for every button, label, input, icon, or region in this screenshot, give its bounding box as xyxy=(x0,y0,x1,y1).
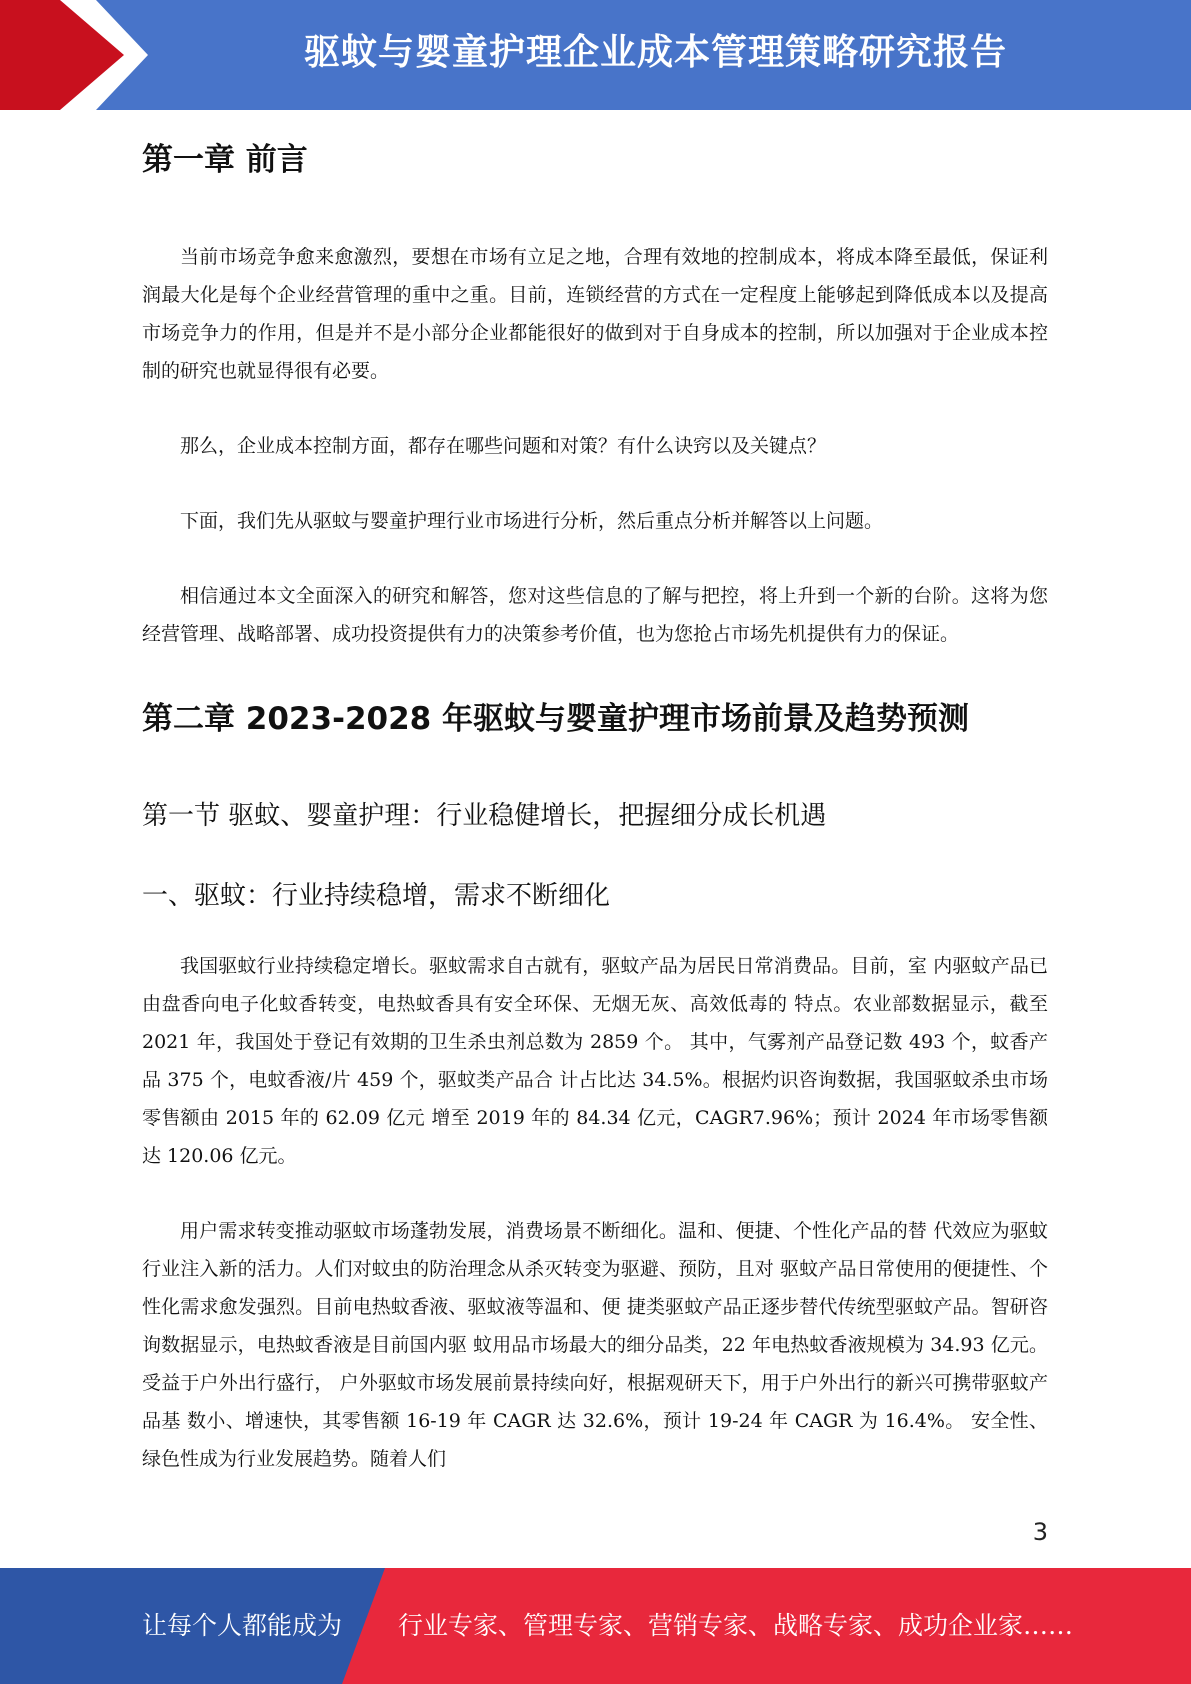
paragraph: 用户需求转变推动驱蚊市场蓬勃发展，消费场景不断细化。温和、便捷、个性化产品的替 代效应为驱蚊行业注入新的活力。人们对蚊虫的防治理念从杀灭转变为驱避、预防，且对 驱蚊产品日常使用的便捷性、个性化需求愈发强烈。目前电热蚊香液、驱蚊液等温和、便 捷类驱蚊产品正逐步替代传统型驱蚊产品。智研咨询数据显示，电热蚊香液是目前国内驱 蚊用品市场最大的细分品类，22 年电热蚊香液规模为 34.93 亿元。受益于户外出行盛行， 户外驱蚊市场发展前景持续向好，根据观研天下，用于户外出行的新兴可携带驱蚊产品基 数小、增速快，其零售额 16-19 年 CAGR 达 32.6%，预计 19-24 年 CAGR 为 16.4%。 安全性、绿色性成为行业发展趋势。随着人们 xyxy=(142,1220,1048,1470)
paragraph: 我国驱蚊行业持续稳定增长。驱蚊需求自古就有，驱蚊产品为居民日常消费品。目前，室 内驱蚊产品已由盘香向电子化蚊香转变，电热蚊香具有安全环保、无烟无灰、高效低毒的 特点。农业部数据显示，截至 2021 年，我国处于登记有效期的卫生杀虫剂总数为 2859 个。 其中，气雾剂产品登记数 493 个，蚊香产品 375 个，电蚊香液/片 459 个，驱蚊类产品合 计占比达 34.5%。根据灼识咨询数据，我国驱蚊杀虫市场零售额由 2015 年的 62.09 亿元 增至 2019 年的 84.34 亿元，CAGR7.96%；预计 2024 年市场零售额达 120.06 亿元。 xyxy=(142,955,1048,1167)
paragraph: 下面，我们先从驱蚊与婴童护理行业市场进行分析，然后重点分析并解答以上问题。 xyxy=(180,510,884,532)
page-number: 3 xyxy=(1032,1518,1048,1546)
page-footer xyxy=(0,1568,1191,1684)
footer-slogan-right: 行业专家、管理专家、营销专家、战略专家、成功企业家…… xyxy=(398,1611,1074,1640)
section-1-heading: 第一节 驱蚊、婴童护理：行业稳健增长，把握细分成长机遇 xyxy=(142,801,827,831)
page-content xyxy=(142,130,1048,1478)
footer-slogan-left: 让每个人都能成为 xyxy=(142,1611,343,1640)
paragraph: 那么，企业成本控制方面，都存在哪些问题和对策？有什么诀窍以及关键点？ xyxy=(180,435,827,457)
paragraph: 当前市场竞争愈来愈激烈，要想在市场有立足之地，合理有效地的控制成本，将成本降至最低，保证利润最大化是每个企业经营管理的重中之重。目前，连锁经营的方式在一定程度上能够起到降低成本以及提高市场竞争力的作用，但是并不是小部分企业都能很好的做到对于自身成本的控制，所以加强对于企业成本控制的研究也就显得很有必要。 xyxy=(142,246,1048,382)
chapter-2-heading: 第二章 2023-2028 年驱蚊与婴童护理市场前景及趋势预测 xyxy=(142,701,970,737)
subsection-1-heading: 一、驱蚊：行业持续稳增，需求不断细化 xyxy=(142,881,611,911)
paragraph: 相信通过本文全面深入的研究和解答，您对这些信息的了解与把控，将上升到一个新的台阶。这将为您经营管理、战略部署、成功投资提供有力的决策参考价值，也为您抢占市场先机提供有力的保证。 xyxy=(142,585,1048,645)
report-title: 驱蚊与婴童护理企业成本管理策略研究报告 xyxy=(303,32,1007,73)
page-header xyxy=(0,0,1191,110)
chapter-1-heading: 第一章 前言 xyxy=(142,142,308,178)
